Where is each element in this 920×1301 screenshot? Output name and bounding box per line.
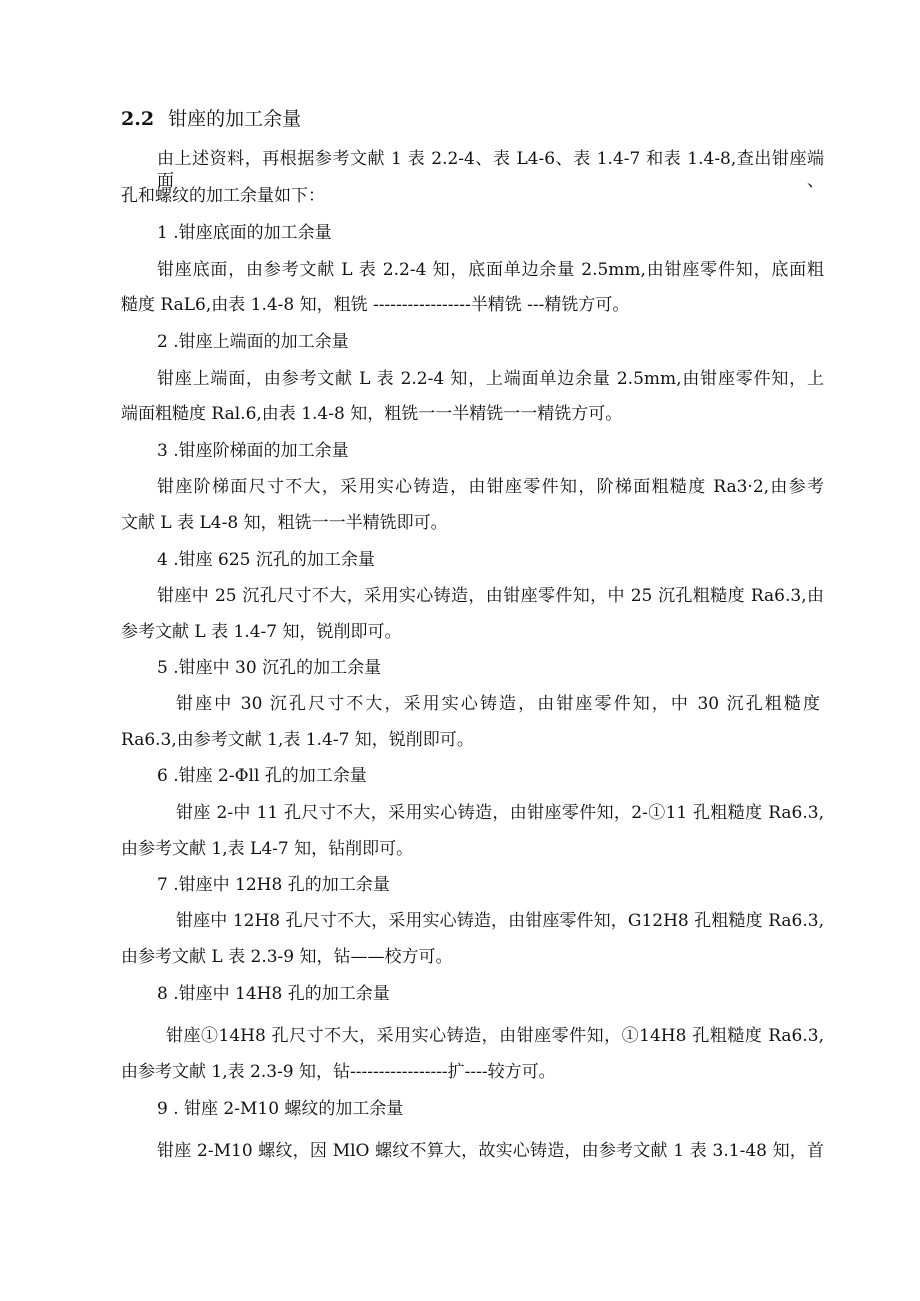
section-number: 2.2 <box>121 108 155 130</box>
item-text-line: 钳座底面，由参考文献 L 表 2.2-4 知，底面单边余量 2.5mm,由钳座零件知，底面粗 <box>157 260 824 280</box>
item-text-line: 由参考文献 1,表 L4-7 知，钻削即可。 <box>121 839 414 859</box>
item-text-line: 钳座 2-中 11 孔尺寸不大，采用实心铸造，由钳座零件知，2-①11 孔粗糙度 Ra6.3, <box>176 803 824 823</box>
item-text-line: 糙度 RaL6,由表 1.4-8 知，粗铣 -----------------半精铣 ---精铣方可。 <box>121 295 630 315</box>
intro-line: 由上述资料，再根据参考文献 1 表 2.2-4、表 L4-6、表 1.4-7 和表 1.4-8,查出钳座端面、 <box>157 149 824 191</box>
item-heading: 8 .钳座中 14H8 孔的加工余量 <box>157 984 390 1004</box>
item-heading: 4 .钳座 625 沉孔的加工余量 <box>157 550 375 570</box>
intro-line: 孔和螺纹的加工余量如下： <box>121 186 325 206</box>
item-heading: 1 .钳座底面的加工余量 <box>157 223 332 243</box>
item-text-line: 钳座中 30 沉孔尺寸不大，采用实心铸造，由钳座零件知，中 30 沉孔粗糙度 <box>176 694 820 714</box>
item-text-line: Ra6.3,由参考文献 1,表 1.4-7 知，锐削即可。 <box>121 730 474 750</box>
item-text-line: 由参考文献 L 表 2.3-9 知，钻——校方可。 <box>121 947 453 967</box>
item-text-line: 钳座中 12H8 孔尺寸不大，采用实心铸造，由钳座零件知，G12H8 孔粗糙度 Ra6.3, <box>176 911 824 931</box>
item-heading: 9 . 钳座 2-M10 螺纹的加工余量 <box>157 1099 404 1119</box>
item-heading: 3 .钳座阶梯面的加工余量 <box>157 441 349 461</box>
item-text-line: 文献 L 表 L4-8 知，粗铣一一半精铣即可。 <box>121 513 448 533</box>
section-heading <box>121 108 301 130</box>
section-title: 钳座的加工余量 <box>168 108 302 130</box>
item-text-line: 钳座上端面，由参考文献 L 表 2.2-4 知，上端面单边余量 2.5mm,由钳座零件知，上 <box>157 369 824 389</box>
item-heading: 2 .钳座上端面的加工余量 <box>157 332 349 352</box>
item-heading: 5 .钳座中 30 沉孔的加工余量 <box>157 658 382 678</box>
item-heading: 6 .钳座 2-Φll 孔的加工余量 <box>157 766 367 786</box>
item-heading: 7 .钳座中 12H8 孔的加工余量 <box>157 875 390 895</box>
item-text-line: 钳座阶梯面尺寸不大，采用实心铸造，由钳座零件知，阶梯面粗糙度 Ra3·2,由参考 <box>157 477 824 497</box>
item-text-line: 参考文献 L 表 1.4-7 知，锐削即可。 <box>121 622 402 642</box>
item-text-line: 钳座中 25 沉孔尺寸不大，采用实心铸造，由钳座零件知，中 25 沉孔粗糙度 Ra6.3,由 <box>157 586 824 606</box>
item-text-line: 钳座①14H8 孔尺寸不大，采用实心铸造，由钳座零件知，①14H8 孔粗糙度 Ra6.3, <box>166 1026 824 1046</box>
item-text-line: 由参考文献 1,表 2.3-9 知，钻-----------------扩----较方可。 <box>121 1062 556 1082</box>
item-text-line: 钳座 2-M10 螺纹，因 MlO 螺纹不算大，故实心铸造，由参考文献 1 表 3.1-48 知，首 <box>157 1141 824 1161</box>
item-text-line: 端面粗糙度 Ral.6,由表 1.4-8 知，粗铣一一半精铣一一精铣方可。 <box>121 404 623 424</box>
